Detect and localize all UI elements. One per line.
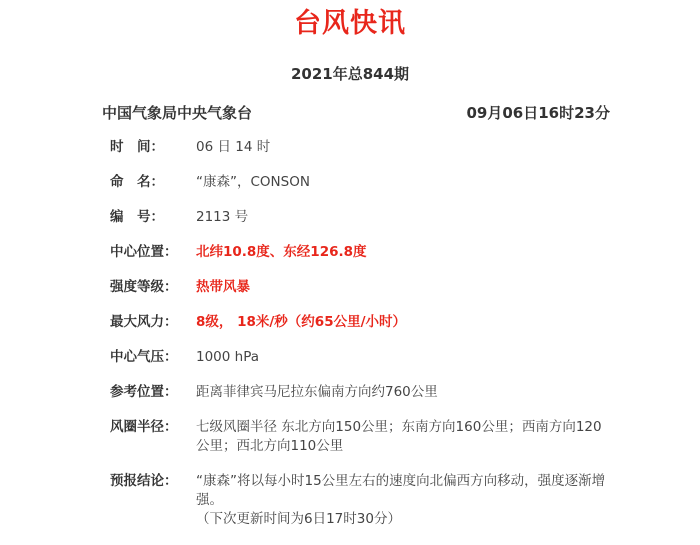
detail-row-forecast [110, 472, 610, 529]
forecast-text: “康森”将以每小时15公里左右的速度向北偏西方向移动，强度逐渐增强。 [196, 473, 606, 508]
typhoon-details [110, 138, 610, 545]
detail-label: 编 号： [110, 209, 164, 225]
detail-value [196, 472, 610, 529]
detail-value-highlight: 热带风暴 [196, 279, 250, 295]
detail-row-name [110, 173, 610, 192]
detail-row-pressure [110, 348, 610, 367]
issue-time: 09月06日16时23分 [466, 104, 610, 122]
detail-label: 风圈半径： [110, 419, 178, 435]
detail-label: 命 名： [110, 174, 164, 190]
detail-label: 强度等级： [110, 279, 178, 295]
detail-value-highlight: 8级， 18米/秒（约65公里/小时） [196, 314, 407, 330]
detail-row-wind-radius [110, 418, 610, 456]
detail-value: 2113 号 [196, 209, 249, 225]
detail-label: 中心气压： [110, 349, 178, 365]
detail-value-highlight: 北纬10.8度、东经126.8度 [196, 244, 367, 260]
detail-value: 06 日 14 时 [196, 139, 271, 155]
detail-value: 距离菲律宾马尼拉东偏南方向约760公里 [196, 384, 438, 400]
detail-label: 参考位置： [110, 384, 178, 400]
bulletin-header [102, 100, 610, 126]
next-update-note: （下次更新时间为6日17时30分） [196, 511, 401, 527]
detail-label: 中心位置： [110, 244, 178, 260]
issuer-name: 中国气象局中央气象台 [102, 104, 253, 122]
detail-row-time [110, 138, 610, 157]
detail-label: 时 间： [110, 139, 164, 155]
detail-value: “康森”，CONSON [196, 174, 310, 190]
detail-row-max-wind [110, 313, 610, 332]
detail-label: 预报结论： [110, 473, 178, 489]
detail-value: 七级风圈半径 东北方向150公里；东南方向160公里；西南方向120公里；西北方向110公里 [196, 419, 602, 454]
detail-value: 1000 hPa [196, 349, 260, 365]
detail-row-intensity [110, 278, 610, 297]
page-title: 台风快讯 [294, 8, 406, 39]
detail-row-number [110, 208, 610, 227]
detail-row-reference [110, 383, 610, 402]
detail-label: 最大风力： [110, 314, 178, 330]
detail-row-center-position [110, 243, 610, 262]
issue-number: 2021年总844期 [290, 65, 410, 83]
